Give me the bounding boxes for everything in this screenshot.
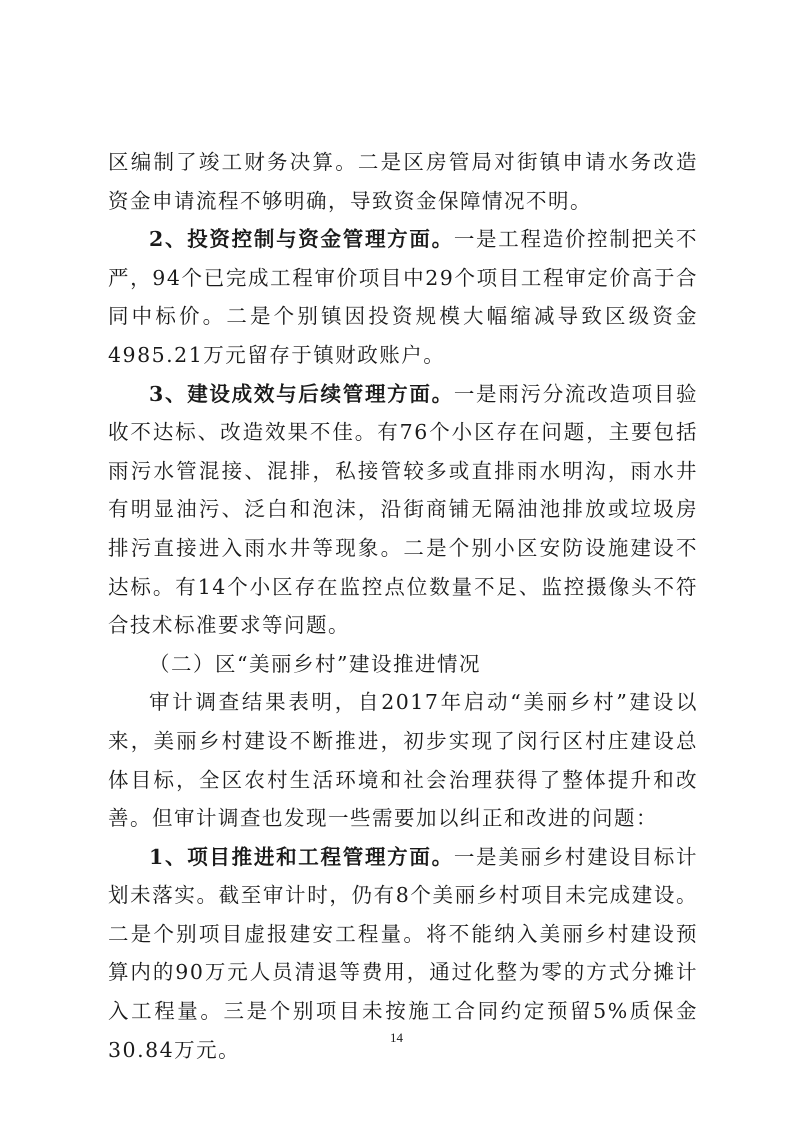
body-text bbox=[108, 143, 698, 1069]
paragraph-audit-summary bbox=[108, 683, 698, 837]
page-number: 14 bbox=[390, 1030, 403, 1045]
paragraph-text: 一是雨污分流改造项目验收不达标、改造效果不佳。有76个小区存在问题，主要包括雨污水管混接、混排，私接管较多或直排雨水明沟，雨水井有明显油污、泛白和泡沫，沿街商铺无隔油池排放或垃圾房排污直接进入雨水井等现象。二是个别小区安防设施建设不达标。有14个小区存在监控点位数量不足、监控摄像头不符合技术标准要求等问题。 bbox=[108, 381, 699, 638]
paragraph-heading: 1、项目推进和工程管理方面。 bbox=[149, 844, 454, 869]
paragraph-text: 一是工程造价控制把关不严，94个已完成工程审价项目中29个项目工程审定价高于合同中标价。二是个别镇因投资规模大幅缩减导致区级资金4985.21万元留存于镇财政账户。 bbox=[108, 227, 699, 367]
paragraph-heading: 2、投资控制与资金管理方面。 bbox=[149, 227, 454, 252]
paragraph-construction-results bbox=[108, 375, 698, 645]
paragraph-heading: 3、建设成效与后续管理方面。 bbox=[149, 381, 454, 406]
paragraph-text: 审计调查结果表明，自2017年启动“美丽乡村”建设以来，美丽乡村建设不断推进，初步实现了闵行区村庄建设总体目标，全区农村生活环境和社会治理获得了整体提升和改善。但审计调查也发现一些需要加以纠正和改进的问题： bbox=[108, 690, 698, 831]
paragraph-text: 区编制了竣工财务决算。二是区房管局对街镇申请水务改造资金申请流程不够明确，导致资金保障情况不明。 bbox=[108, 150, 698, 213]
section-heading bbox=[108, 645, 698, 684]
section-heading-text: （二）区“美丽乡村”建设推进情况 bbox=[149, 651, 481, 676]
paragraph-continuation bbox=[108, 143, 698, 220]
paragraph-text: 一是美丽乡村建设目标计划未落实。截至审计时，仍有8个美丽乡村项目未完成建设。二是个别项目虚报建安工程量。将不能纳入美丽乡村建设预算内的90万元人员清退等费用，通过化整为零的方式分摊计入工程量。三是个别项目未按施工合同约定预留5%质保金30.84万元。 bbox=[108, 844, 699, 1062]
paragraph-investment-control bbox=[108, 220, 698, 374]
